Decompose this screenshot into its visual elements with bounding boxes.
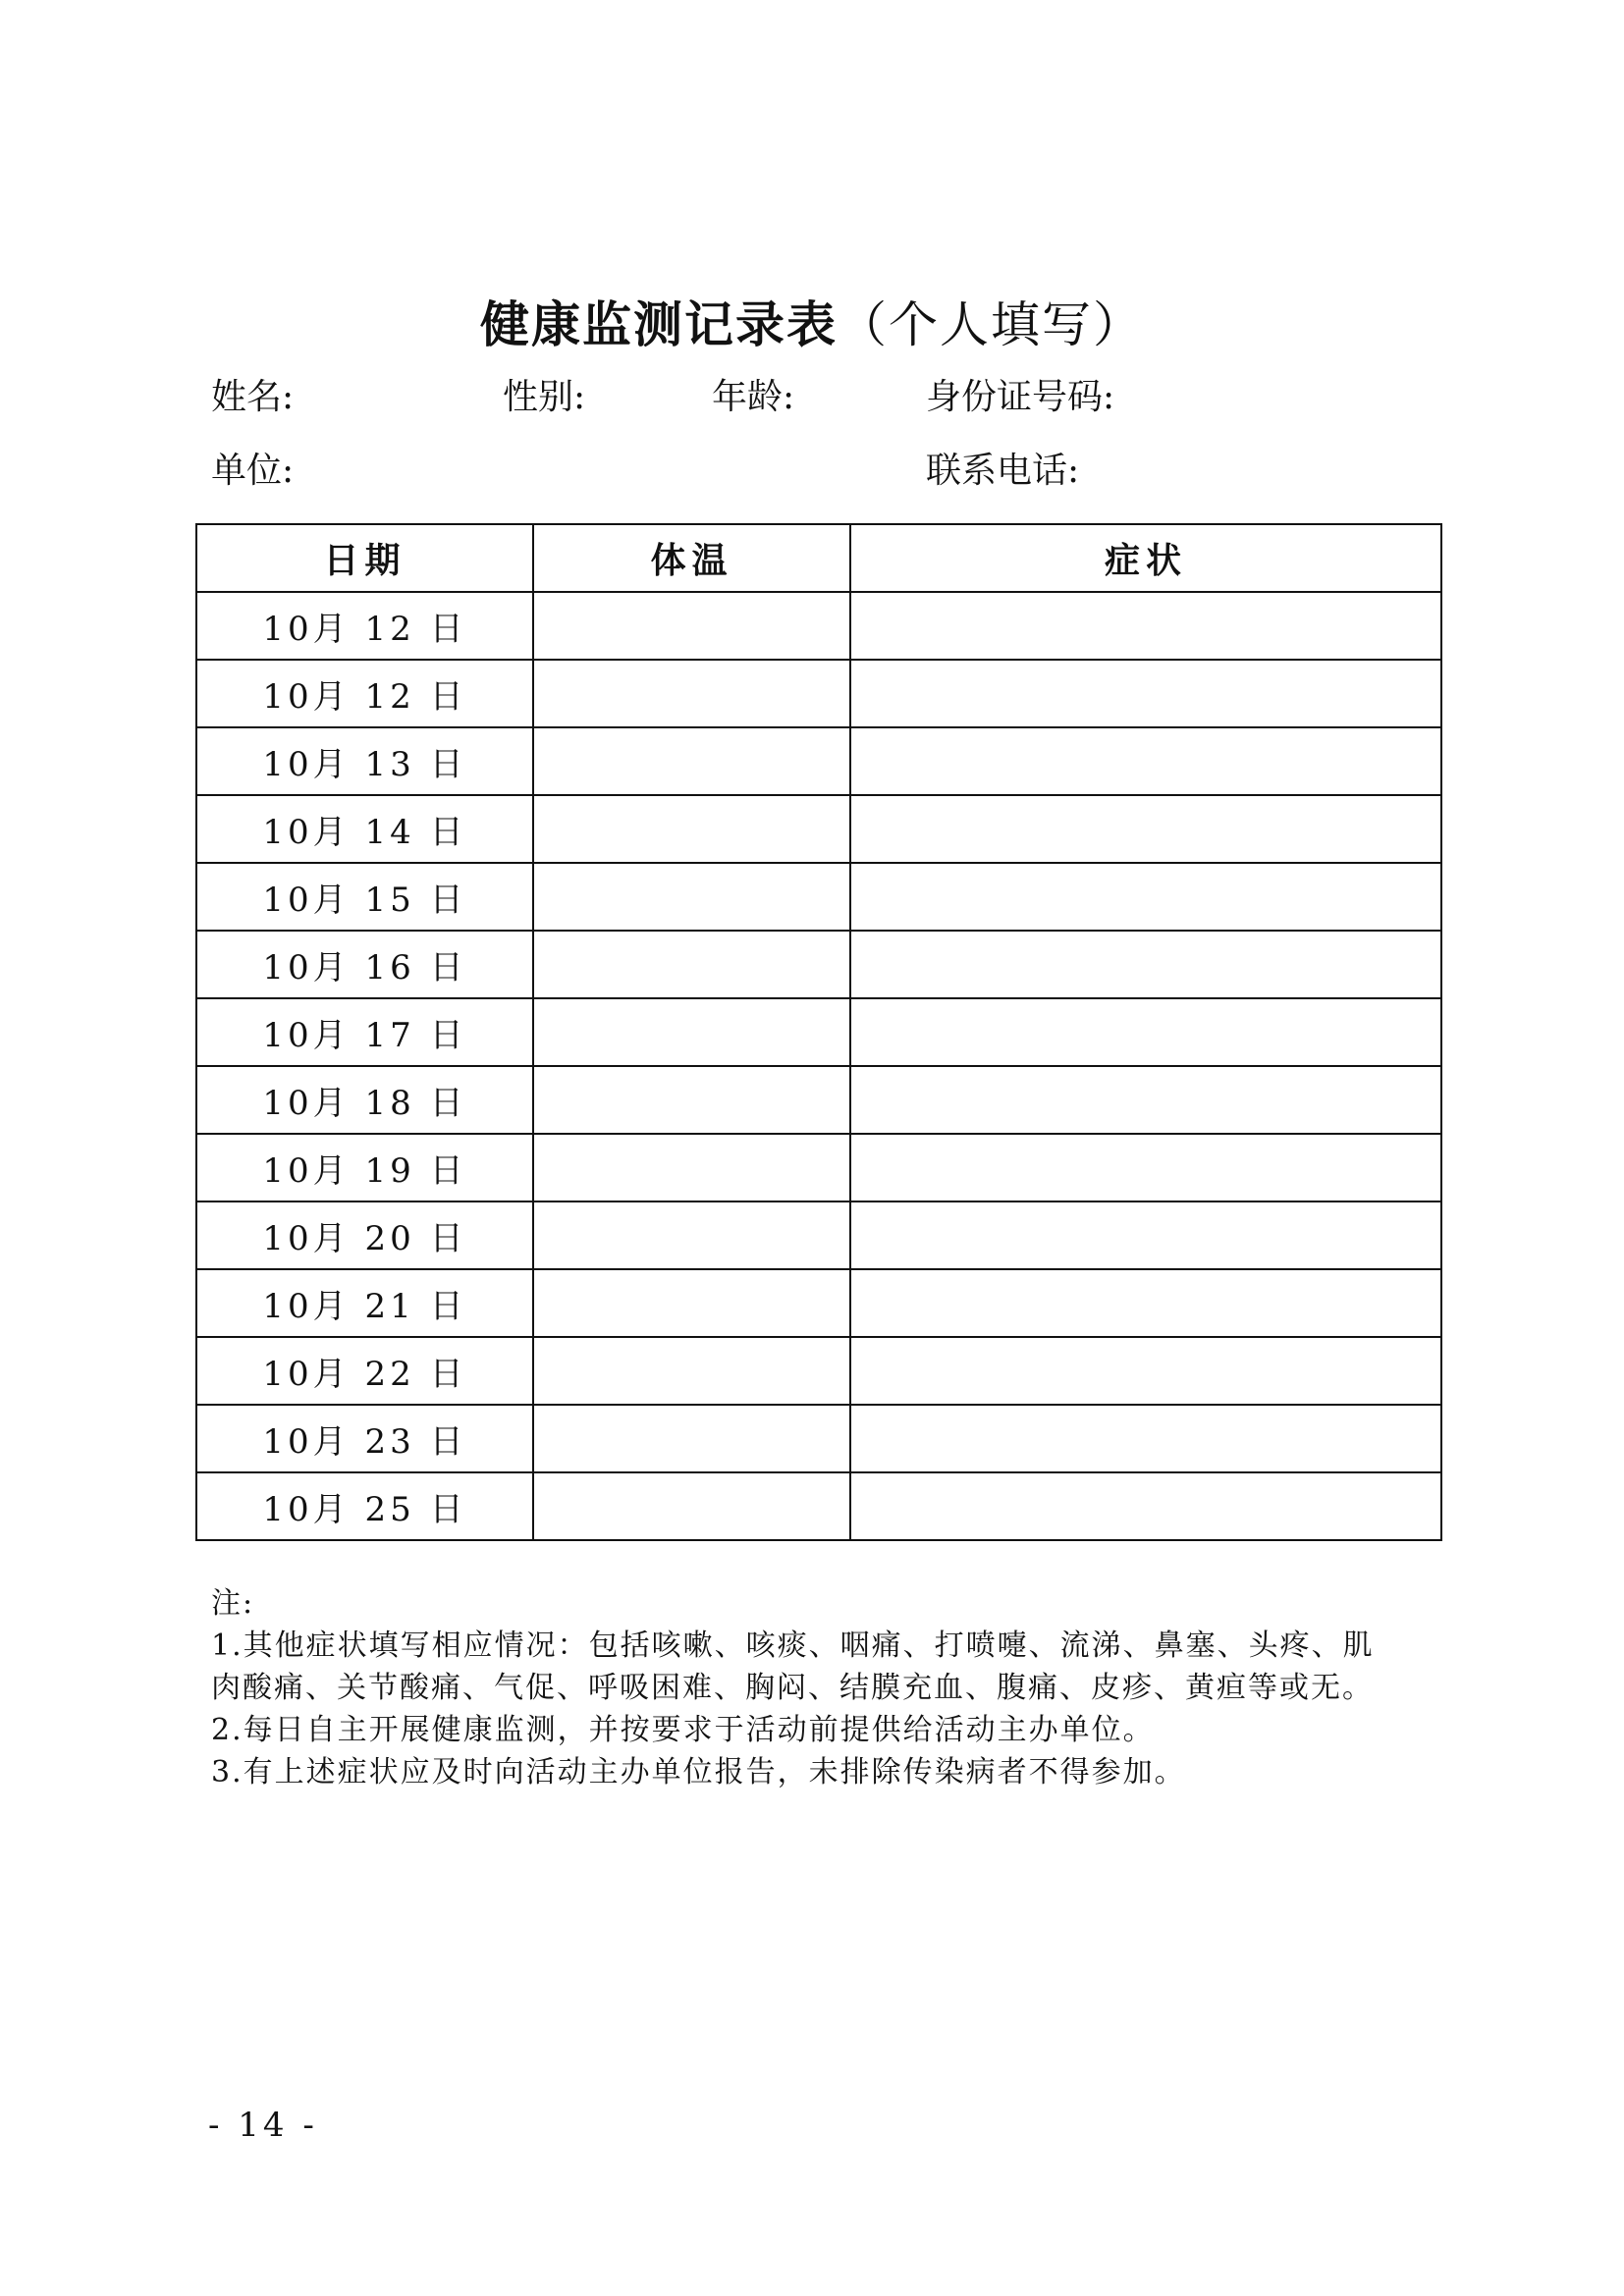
temperature-cell[interactable] [533, 1337, 850, 1405]
table-row [196, 1337, 1441, 1405]
temperature-cell[interactable] [533, 727, 850, 795]
age-label: 年龄: [712, 377, 795, 417]
symptoms-cell[interactable] [850, 1472, 1441, 1540]
name-label: 姓名: [211, 377, 295, 417]
symptoms-cell[interactable] [850, 592, 1441, 660]
table-row [196, 998, 1441, 1066]
table-row [196, 1066, 1441, 1134]
table-row [196, 931, 1441, 998]
table-header-row [196, 524, 1441, 592]
date-cell: 10月 14 日 [196, 795, 533, 863]
page-title [0, 291, 1624, 359]
temperature-cell[interactable] [533, 795, 850, 863]
symptoms-cell[interactable] [850, 1134, 1441, 1201]
health-record-table [195, 523, 1442, 1541]
temperature-cell[interactable] [533, 1066, 850, 1134]
notes-heading: 注: [211, 1586, 255, 1621]
date-cell: 10月 23 日 [196, 1405, 533, 1472]
table-row [196, 1405, 1441, 1472]
date-cell: 10月 22 日 [196, 1337, 533, 1405]
date-cell: 10月 19 日 [196, 1134, 533, 1201]
symptoms-cell[interactable] [850, 1405, 1441, 1472]
table-row [196, 1134, 1441, 1201]
date-cell: 10月 12 日 [196, 660, 533, 727]
notes-section [211, 1582, 1448, 1793]
symptoms-cell[interactable] [850, 1337, 1441, 1405]
symptoms-cell[interactable] [850, 931, 1441, 998]
symptoms-cell[interactable] [850, 1201, 1441, 1269]
id-number-label: 身份证号码: [926, 377, 1115, 417]
symptoms-cell[interactable] [850, 1269, 1441, 1337]
date-cell: 10月 21 日 [196, 1269, 533, 1337]
date-cell: 10月 17 日 [196, 998, 533, 1066]
table-row [196, 592, 1441, 660]
date-cell: 10月 18 日 [196, 1066, 533, 1134]
table-row [196, 660, 1441, 727]
date-cell: 10月 20 日 [196, 1201, 533, 1269]
note-line: 2.每日自主开展健康监测，并按要求于活动前提供给活动主办单位。 [211, 1713, 1155, 1747]
table-row [196, 1269, 1441, 1337]
temperature-cell[interactable] [533, 592, 850, 660]
date-cell: 10月 25 日 [196, 1472, 533, 1540]
date-cell: 10月 12 日 [196, 592, 533, 660]
unit-label: 单位: [211, 451, 295, 491]
temperature-cell[interactable] [533, 1405, 850, 1472]
symptoms-cell[interactable] [850, 998, 1441, 1066]
header-temperature: 体温 [533, 524, 850, 592]
temperature-cell[interactable] [533, 998, 850, 1066]
temperature-cell[interactable] [533, 931, 850, 998]
temperature-cell[interactable] [533, 660, 850, 727]
date-cell: 10月 13 日 [196, 727, 533, 795]
temperature-cell[interactable] [533, 1269, 850, 1337]
symptoms-cell[interactable] [850, 863, 1441, 931]
temperature-cell[interactable] [533, 863, 850, 931]
sex-label: 性别: [503, 377, 586, 417]
phone-label: 联系电话: [926, 451, 1080, 491]
title-sub: （个人填写） [838, 296, 1144, 353]
symptoms-cell[interactable] [850, 660, 1441, 727]
temperature-cell[interactable] [533, 1134, 850, 1201]
table-row [196, 863, 1441, 931]
date-cell: 10月 15 日 [196, 863, 533, 931]
table-row [196, 727, 1441, 795]
page-number: - 14 - [208, 2106, 318, 2145]
temperature-cell[interactable] [533, 1201, 850, 1269]
header-date: 日期 [196, 524, 533, 592]
note-line: 1.其他症状填写相应情况：包括咳嗽、咳痰、咽痛、打喷嚏、流涕、鼻塞、头疼、肌 [211, 1629, 1375, 1663]
symptoms-cell[interactable] [850, 1066, 1441, 1134]
date-cell: 10月 16 日 [196, 931, 533, 998]
header-symptoms: 症状 [850, 524, 1441, 592]
note-line: 3.有上述症状应及时向活动主办单位报告，未排除传染病者不得参加。 [211, 1755, 1186, 1789]
table-row [196, 1201, 1441, 1269]
symptoms-cell[interactable] [850, 795, 1441, 863]
title-main: 健康监测记录表 [480, 295, 838, 353]
symptoms-cell[interactable] [850, 727, 1441, 795]
temperature-cell[interactable] [533, 1472, 850, 1540]
table-row [196, 1472, 1441, 1540]
note-line: 肉酸痛、关节酸痛、气促、呼吸困难、胸闷、结膜充血、腹痛、皮疹、黄疸等或无。 [211, 1671, 1374, 1705]
table-row [196, 795, 1441, 863]
